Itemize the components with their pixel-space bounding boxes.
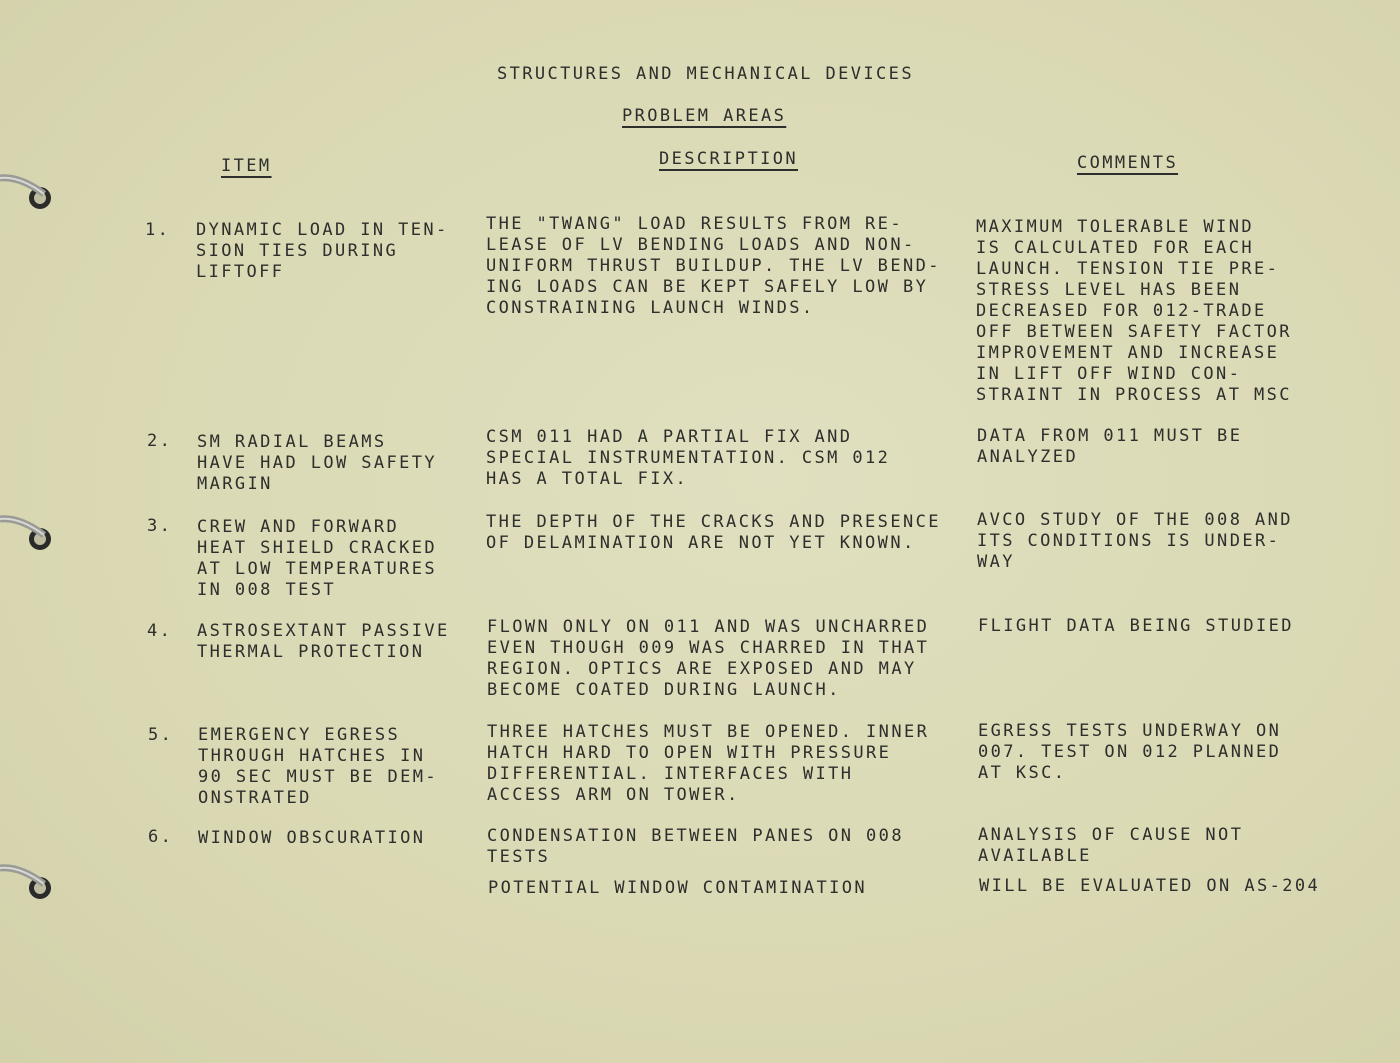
row-number: 5. [148, 725, 174, 745]
row-description: THREE HATCHES MUST BE OPENED. INNER HATCH HARD TO OPEN WITH PRESSURE DIFFERENTIAL. INTERFACES WITH ACCESS ARM ON TOWER. [487, 722, 930, 805]
row-description: CONDENSATION BETWEEN PANES ON 008 TESTS [487, 826, 904, 867]
row-description-extra: POTENTIAL WINDOW CONTAMINATION [488, 878, 868, 898]
document-title: STRUCTURES AND MECHANICAL DEVICES [497, 64, 914, 84]
row-item: SM RADIAL BEAMS HAVE HAD LOW SAFETY MARGIN [197, 432, 438, 494]
row-comments: ANALYSIS OF CAUSE NOT AVAILABLE [978, 825, 1244, 866]
column-header-item: ITEM [221, 156, 272, 176]
row-description: CSM 011 HAD A PARTIAL FIX AND SPECIAL INSTRUMENTATION. CSM 012 HAS A TOTAL FIX. [486, 427, 891, 489]
row-item: DYNAMIC LOAD IN TEN- SION TIES DURING LIFTOFF [196, 220, 449, 282]
row-item: ASTROSEXTANT PASSIVE THERMAL PROTECTION [197, 621, 450, 662]
column-header-description: DESCRIPTION [659, 149, 798, 169]
row-comments: DATA FROM 011 MUST BE ANALYZED [977, 426, 1243, 467]
row-item: EMERGENCY EGRESS THROUGH HATCHES IN 90 SEC MUST BE DEM- ONSTRATED [198, 725, 439, 808]
row-number: 4. [147, 621, 173, 641]
row-description: THE "TWANG" LOAD RESULTS FROM RE- LEASE OF LV BENDING LOADS AND NON- UNIFORM THRUST BUILDUP. THE LV BEND- ING LOADS CAN BE KEPT SAFELY LOW BY CONSTRAINING LAUNCH WINDS. [486, 214, 941, 318]
row-number: 2. [147, 431, 173, 451]
row-comments: EGRESS TESTS UNDERWAY ON 007. TEST ON 012 PLANNED AT KSC. [978, 721, 1282, 783]
row-comments: FLIGHT DATA BEING STUDIED [978, 616, 1294, 636]
binder-ring-icon [0, 862, 56, 902]
row-number: 1. [145, 220, 171, 240]
row-description: THE DEPTH OF THE CRACKS AND PRESENCE OF DELAMINATION ARE NOT YET KNOWN. [486, 512, 941, 553]
binder-ring-icon [0, 513, 56, 553]
binder-ring-icon [0, 172, 56, 212]
row-description: FLOWN ONLY ON 011 AND WAS UNCHARRED EVEN THOUGH 009 WAS CHARRED IN THAT REGION. OPTICS ARE EXPOSED AND MAY BECOME COATED DURING LAUNCH. [487, 617, 930, 700]
row-item: CREW AND FORWARD HEAT SHIELD CRACKED AT LOW TEMPERATURES IN 008 TEST [197, 517, 438, 600]
column-header-comments: COMMENTS [1077, 153, 1179, 173]
row-number: 6. [148, 827, 174, 847]
document-subtitle: PROBLEM AREAS [622, 106, 787, 126]
row-comments-extra: WILL BE EVALUATED ON AS-204 [979, 876, 1321, 896]
row-number: 3. [147, 516, 173, 536]
row-comments: MAXIMUM TOLERABLE WIND IS CALCULATED FOR EACH LAUNCH. TENSION TIE PRE- STRESS LEVEL HAS BEEN DECREASED FOR 012-TRADE OFF BETWEEN SAFETY FACTOR IMPROVEMENT AND INCREASE IN LIFT OFF WIND CON- STRAINT IN PROCESS AT MSC [976, 217, 1292, 405]
row-item: WINDOW OBSCURATION [198, 828, 426, 848]
row-comments: AVCO STUDY OF THE 008 AND ITS CONDITIONS IS UNDER- WAY [977, 510, 1293, 572]
